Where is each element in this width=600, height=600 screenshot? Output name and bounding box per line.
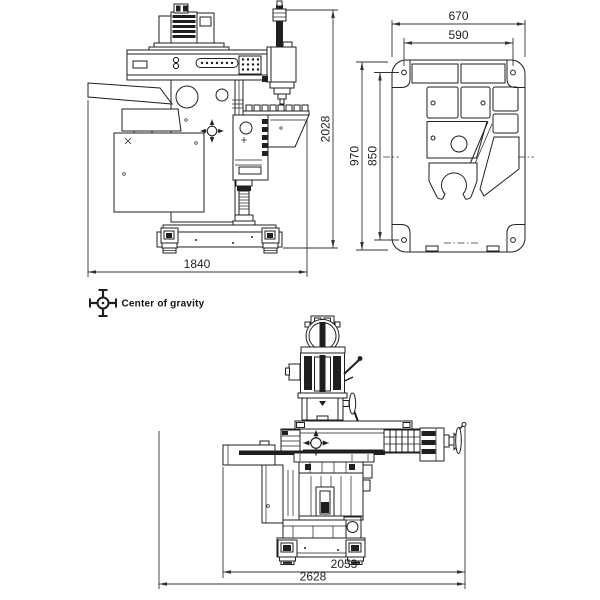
dim-label-front-inner-width: 2053	[330, 557, 358, 571]
dim-label-top-inner-depth: 850	[365, 145, 380, 167]
cog-legend-label: Center of gravity	[121, 298, 205, 310]
side-view	[88, 1, 338, 277]
side-view-base	[157, 225, 282, 253]
dim-label-top-outer-depth: 970	[347, 145, 362, 167]
side-view-drawbar	[273, 1, 286, 47]
chip-guard	[88, 83, 172, 104]
side-view-motor	[149, 4, 229, 51]
side-view-column-body	[88, 80, 243, 222]
footprint-outline	[392, 60, 525, 252]
dim-label-side-width: 1840	[183, 257, 211, 271]
front-view-knee-column	[262, 453, 374, 523]
cog-legend	[90, 290, 205, 317]
side-view-milling-head	[262, 42, 296, 104]
front-view	[159, 316, 466, 589]
front-view-motor-head	[286, 347, 363, 426]
side-view-saddle	[233, 115, 268, 180]
dim-label-top-inner-width: 590	[448, 28, 469, 42]
side-door-panel	[114, 133, 204, 212]
dim-label-side-height: 2028	[318, 115, 333, 143]
dim-label-front-outer-width: 2628	[299, 569, 327, 584]
dim-label-top-outer-width: 670	[448, 9, 469, 23]
top-view	[348, 9, 535, 252]
table-handwheel	[456, 428, 462, 454]
side-view-ram	[127, 50, 268, 80]
center-of-gravity-legend-icon	[90, 290, 117, 317]
head-handwheel	[349, 393, 355, 414]
